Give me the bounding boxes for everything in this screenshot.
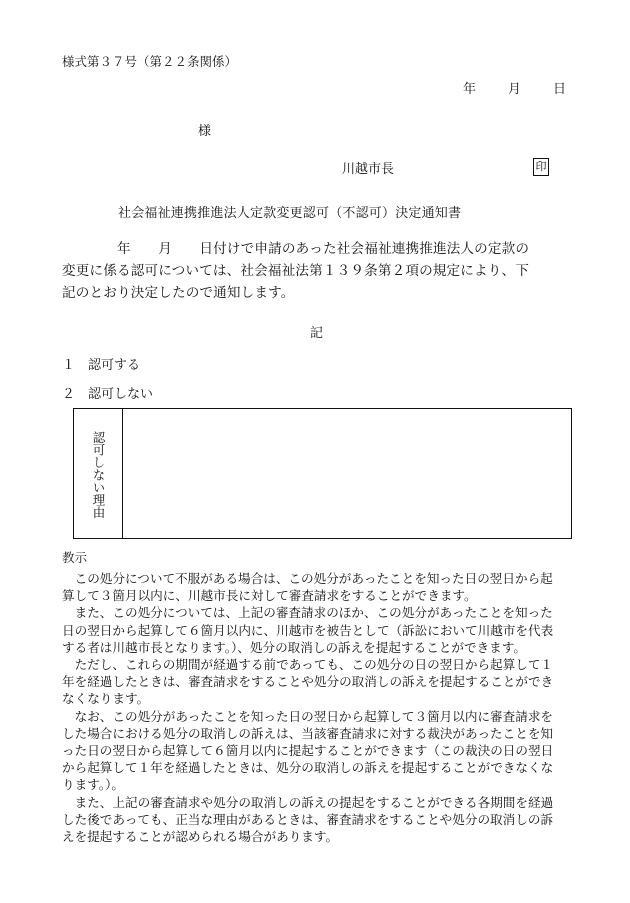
body-line: 変更に係る認可については、社会福祉法第１３９条第２項の規定により、下 xyxy=(62,263,530,279)
form-number: 様式第３７号（第２２条関係） xyxy=(62,54,238,69)
notice-line: 年を経過したときは、審査請求をすることや処分の取消しの訴えを提起することができ xyxy=(62,674,554,690)
addressee-suffix: 様 xyxy=(198,124,212,139)
reason-box xyxy=(73,408,572,539)
item-disapprove xyxy=(62,383,153,402)
document-title: 社会福祉連携推進法人定款変更認可（不認可）決定通知書 xyxy=(118,206,462,221)
item-label: 認可する xyxy=(88,358,141,373)
notice-line: この処分について不服がある場合は、この処分があったことを知った日の翌日から起 xyxy=(62,571,553,586)
date-month-label: 月 xyxy=(508,82,522,97)
notice-line: また、上記の審査請求や処分の取消しの訴えの提起をすることができる各期間を経過 xyxy=(62,794,554,810)
date-year-label: 年 xyxy=(463,82,477,97)
notice-line: ただし、これらの期間が経過する前であっても、この処分の日の翌日から起算して１ xyxy=(62,657,554,673)
notice-line: から起算して１年を経過したときは、処分の取消しの訴えを提起することができなくな xyxy=(62,760,554,776)
notice-line: 算して３箇月以内に、川越市長に対して審査請求をすることができます。 xyxy=(62,588,477,604)
notice-line: えを提起することが認められる場合があります。 xyxy=(62,829,339,845)
issuer-name: 川越市長 xyxy=(342,162,395,177)
notice-line: なくなります。 xyxy=(62,691,150,707)
notice-line: した場合における処分の取消しの訴えは、当該審査請求に対する裁決があったことを知 xyxy=(62,725,554,741)
reason-content-field[interactable] xyxy=(124,409,571,538)
item-approve xyxy=(62,354,140,373)
notice-line: ります。）。 xyxy=(62,777,124,793)
notice-line: った日の翌日から起算して６箇月以内に提起することができます（この裁決の日の翌日 xyxy=(62,743,554,759)
body-line: 年 月 日付けで申請のあった社会福祉連携推進法人の定款の xyxy=(62,241,530,257)
notice-line: する者は川越市長となります。）、処分の取消しの訴えを提起することができます。 xyxy=(62,639,526,655)
item-number: １ xyxy=(62,358,76,373)
notice-line: 日の翌日から起算して６箇月以内に、川越市を被告として（訴訟において川越市を代表 xyxy=(62,622,554,638)
item-label: 認可しない xyxy=(88,387,154,402)
date-line xyxy=(463,78,566,97)
seal-mark: 印 xyxy=(533,158,549,176)
body-line: 記のとおり決定したので通知します。 xyxy=(62,285,295,301)
reason-label: 認可しない理由 xyxy=(91,431,106,519)
reason-label-cell xyxy=(74,409,123,538)
date-day-label: 日 xyxy=(553,82,567,97)
notice-line: なお、この処分があったことを知った日の翌日から起算して３箇月以内に審査請求を xyxy=(62,708,554,724)
notice-line: また、この処分については、上記の審査請求のほか、この処分があったことを知った xyxy=(62,605,553,621)
body-paragraph xyxy=(62,238,574,304)
ki-heading: 記 xyxy=(310,326,324,341)
notice-heading: 教示 xyxy=(62,550,88,565)
notice-body xyxy=(62,570,576,845)
notice-line: した後であっても、正当な理由があるときは、審査請求をすることや処分の取消しの訴 xyxy=(62,811,554,827)
item-number: ２ xyxy=(62,387,76,402)
